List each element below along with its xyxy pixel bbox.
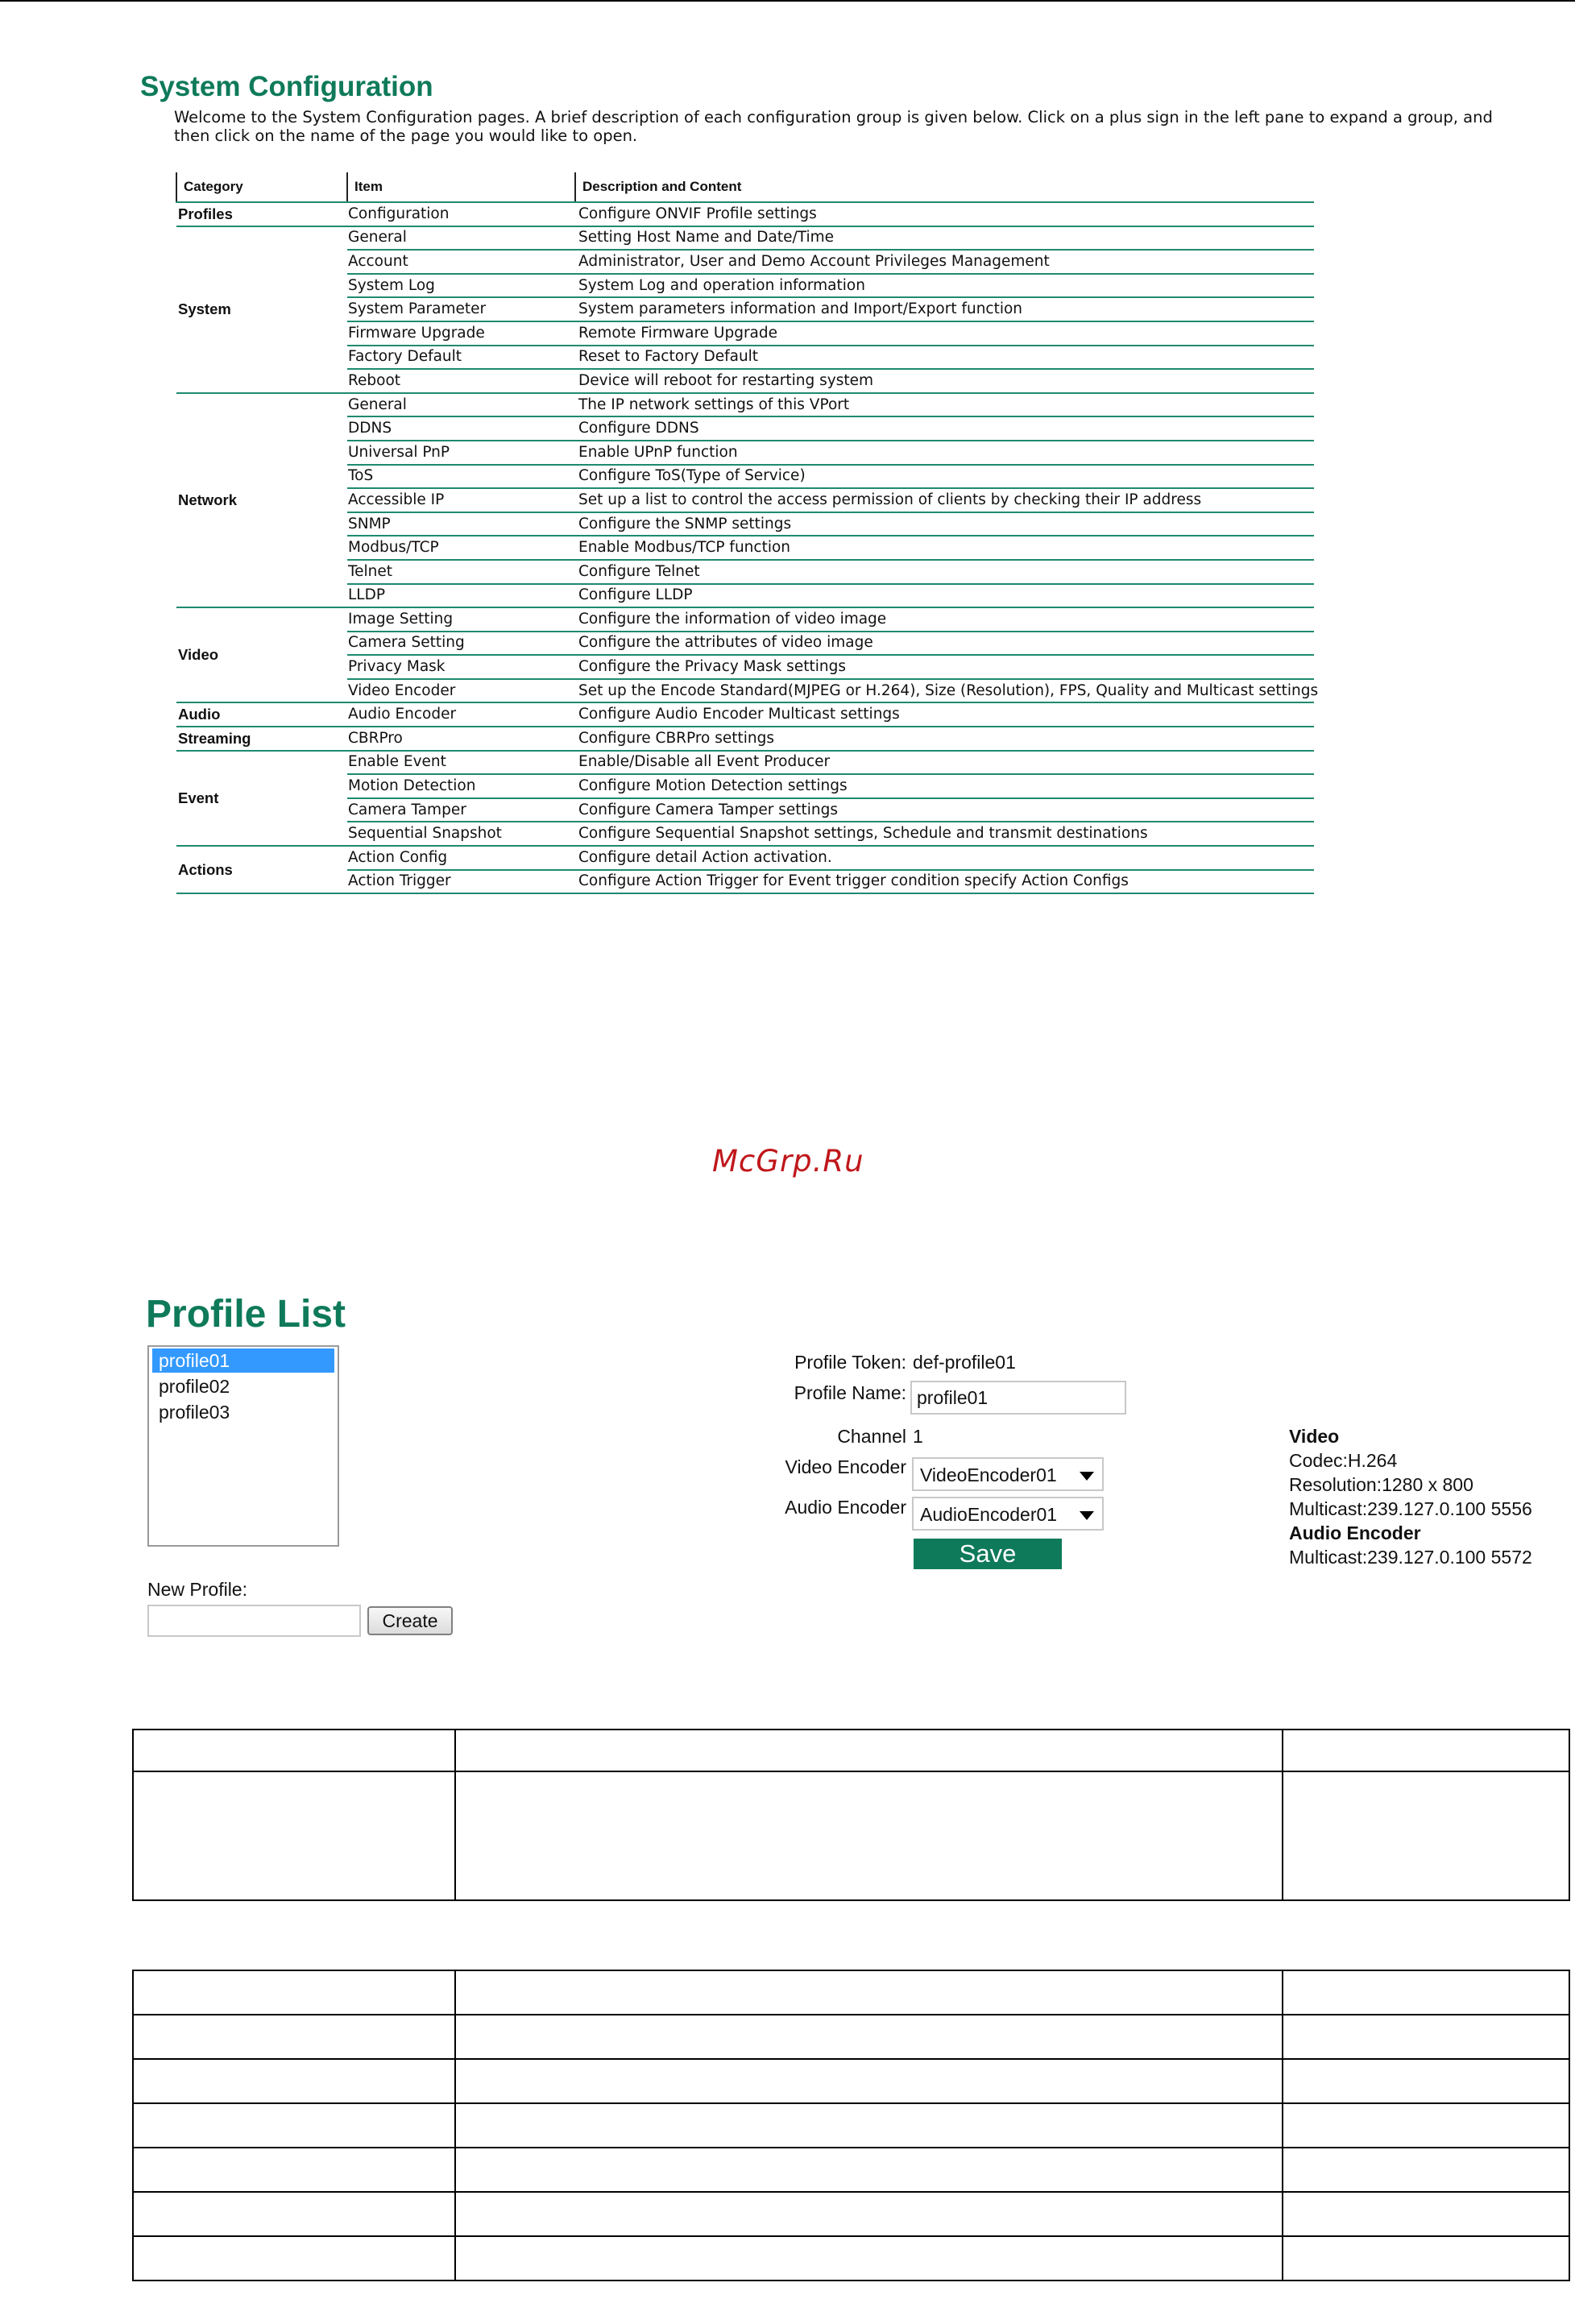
configuration-table-body: [176, 202, 1319, 893]
video-heading: Video: [1289, 1426, 1340, 1447]
table-cell: [133, 2236, 455, 2281]
video-codec: Codec:H.264: [1289, 1450, 1398, 1471]
new-profile-input[interactable]: [147, 1605, 361, 1637]
description-cell: Set up a list to control the access permission of clients by checking their IP address: [575, 488, 1314, 512]
table-cell: [133, 1771, 455, 1900]
system-configuration-intro: Welcome to the System Configuration pages. A brief description of each configuration group is given below. Click on a plus sign in the left pane to expand a group, and then click on the name of the page you would like to open.: [174, 108, 1493, 145]
description-cell: Configure the attributes of video image: [575, 632, 1314, 656]
description-cell: Remote Firmware Upgrade: [575, 321, 1314, 346]
audio-encoder-heading: Audio Encoder: [1289, 1522, 1421, 1543]
item-cell: Audio Encoder: [347, 702, 575, 727]
video-encoder-label: Video Encoder: [785, 1456, 906, 1477]
configuration-table: [176, 172, 1319, 894]
item-cell: Sequential Snapshot: [347, 822, 575, 846]
item-cell: Action Config: [347, 846, 575, 870]
table-cell: [455, 2015, 1283, 2059]
audio-encoder-label: Audio Encoder: [785, 1497, 906, 1518]
category-cell: Streaming: [176, 727, 347, 751]
description-cell: Administrator, User and Demo Account Privileges Management: [575, 250, 1314, 274]
description-cell: Configure LLDP: [575, 584, 1314, 608]
item-cell: Modbus/TCP: [347, 536, 575, 560]
channel-label: Channel: [837, 1426, 906, 1447]
save-button[interactable]: Save: [914, 1539, 1062, 1569]
description-cell: System parameters information and Import/Export function: [575, 297, 1314, 321]
description-cell: Configure DDNS: [575, 416, 1314, 441]
item-cell: Accessible IP: [347, 488, 575, 512]
description-cell: Setting Host Name and Date/Time: [575, 226, 1314, 251]
table-cell: [133, 1970, 455, 2015]
description-cell: Configure Camera Tamper settings: [575, 798, 1314, 822]
profile-token-value: def-profile01: [913, 1352, 1016, 1373]
description-cell: Configure Sequential Snapshot settings, Schedule and transmit destinations: [575, 822, 1314, 846]
table-cell: [133, 2192, 455, 2236]
description-cell: Configure Telnet: [575, 560, 1314, 584]
item-cell: Camera Tamper: [347, 798, 575, 822]
description-cell: Reset to Factory Default: [575, 346, 1314, 370]
table-row: [176, 250, 1314, 274]
table-row: [176, 607, 1314, 632]
dropdown-arrow-icon: [1080, 1472, 1094, 1481]
description-cell: Device will reboot for restarting system: [575, 369, 1314, 393]
header-category: Category: [176, 172, 347, 202]
table-row: [176, 655, 1314, 679]
description-cell: Configure Audio Encoder Multicast settings: [575, 702, 1314, 727]
table-row: [176, 798, 1314, 822]
table-cell: [1283, 1970, 1569, 2015]
description-cell: System Log and operation information: [575, 274, 1314, 298]
table-cell: [1283, 1730, 1569, 1771]
table-row: [176, 274, 1314, 298]
item-cell: LLDP: [347, 584, 575, 608]
table-row: [176, 393, 1314, 417]
table-cell: [133, 2059, 455, 2103]
table-cell: [1283, 2015, 1569, 2059]
top-border-line: [0, 0, 1575, 2]
table-cell: [133, 1730, 455, 1771]
category-cell: Profiles: [176, 202, 347, 226]
category-cell: Actions: [176, 846, 347, 893]
item-cell: CBRPro: [347, 727, 575, 751]
item-cell: General: [347, 226, 575, 251]
item-cell: Camera Setting: [347, 632, 575, 656]
profile-token-label: Profile Token:: [794, 1352, 906, 1373]
table-row: [176, 416, 1314, 441]
table-row: [176, 822, 1314, 846]
category-cell: Audio: [176, 702, 347, 727]
table-cell: [1283, 1771, 1569, 1900]
item-cell: Reboot: [347, 369, 575, 393]
item-cell: ToS: [347, 465, 575, 489]
table-row: [176, 369, 1314, 393]
profile-listbox[interactable]: [147, 1345, 339, 1547]
table-row: [176, 727, 1314, 751]
description-cell: Enable/Disable all Event Producer: [575, 751, 1314, 775]
table-cell: [133, 2103, 455, 2148]
empty-table-2: [132, 1970, 1570, 2281]
description-cell: Enable UPnP function: [575, 441, 1314, 465]
description-cell: Configure detail Action activation.: [575, 846, 1314, 870]
table-row: [176, 441, 1314, 465]
item-cell: System Log: [347, 274, 575, 298]
header-description: Description and Content: [575, 172, 1314, 202]
description-cell: Configure ToS(Type of Service): [575, 465, 1314, 489]
item-cell: System Parameter: [347, 297, 575, 321]
video-resolution: Resolution:1280 x 800: [1289, 1474, 1473, 1495]
dropdown-arrow-icon: [1080, 1511, 1094, 1520]
table-row: [176, 870, 1314, 894]
profile-option[interactable]: profile02: [159, 1376, 230, 1397]
item-cell: Privacy Mask: [347, 655, 575, 679]
table-cell: [455, 2103, 1283, 2148]
audio-multicast: Multicast:239.127.0.100 5572: [1289, 1547, 1532, 1568]
description-cell: Configure the Privacy Mask settings: [575, 655, 1314, 679]
table-row: [176, 584, 1314, 608]
audio-encoder-value: AudioEncoder01: [920, 1504, 1058, 1525]
item-cell: Account: [347, 250, 575, 274]
item-cell: Action Trigger: [347, 870, 575, 894]
table-cell: [1283, 2236, 1569, 2281]
item-cell: Video Encoder: [347, 679, 575, 703]
description-cell: Set up the Encode Standard(MJPEG or H.264), Size (Resolution), FPS, Quality and Multicast settings: [575, 679, 1314, 703]
create-button[interactable]: Create: [367, 1606, 453, 1635]
item-cell: SNMP: [347, 512, 575, 536]
item-cell: Universal PnP: [347, 441, 575, 465]
table-row: [176, 202, 1314, 226]
table-cell: [455, 1730, 1283, 1771]
profile-name-label: Profile Name:: [794, 1382, 906, 1403]
item-cell: Telnet: [347, 560, 575, 584]
table-cell: [1283, 2148, 1569, 2192]
video-encoder-select[interactable]: [912, 1457, 1104, 1491]
header-item: Item: [347, 172, 575, 202]
table-row: [176, 560, 1314, 584]
item-cell: Factory Default: [347, 346, 575, 370]
table-cell: [455, 1970, 1283, 2015]
table-cell: [455, 2059, 1283, 2103]
table-row: [176, 702, 1314, 727]
profile-option[interactable]: profile01: [152, 1348, 334, 1373]
audio-encoder-select[interactable]: [912, 1497, 1104, 1531]
profile-list-title: Profile List: [146, 1293, 346, 1336]
table-cell: [133, 2015, 455, 2059]
description-cell: The IP network settings of this VPort: [575, 393, 1314, 417]
item-cell: Enable Event: [347, 751, 575, 775]
table-row: [176, 751, 1314, 775]
table-cell: [133, 2148, 455, 2192]
description-cell: Configure Motion Detection settings: [575, 774, 1314, 798]
description-cell: Configure Action Trigger for Event trigger condition specify Action Configs: [575, 870, 1314, 894]
table-row: [176, 512, 1314, 536]
item-cell: Motion Detection: [347, 774, 575, 798]
table-row: [176, 846, 1314, 870]
empty-table-1: [132, 1729, 1570, 1901]
category-cell: Network: [176, 393, 347, 607]
category-cell: Video: [176, 607, 347, 702]
item-cell: DDNS: [347, 416, 575, 441]
watermark-text: McGrp.Ru: [712, 1144, 864, 1179]
category-cell: System: [176, 226, 347, 393]
channel-value: 1: [913, 1426, 923, 1447]
description-cell: Configure ONVIF Profile settings: [575, 202, 1314, 226]
description-cell: Configure CBRPro settings: [575, 727, 1314, 751]
table-row: [176, 346, 1314, 370]
system-configuration-title: System Configuration: [140, 71, 433, 102]
table-row: [176, 679, 1314, 703]
profile-info-panel: [1289, 1424, 1532, 1569]
item-cell: Configuration: [347, 202, 575, 226]
table-cell: [455, 2148, 1283, 2192]
table-cell: [1283, 2103, 1569, 2148]
table-row: [176, 226, 1314, 251]
category-cell: Event: [176, 751, 347, 846]
table-row: [176, 297, 1314, 321]
item-cell: Firmware Upgrade: [347, 321, 575, 346]
video-multicast: Multicast:239.127.0.100 5556: [1289, 1498, 1532, 1519]
profile-name-input[interactable]: profile01: [910, 1381, 1126, 1415]
table-row: [176, 321, 1314, 346]
table-cell: [1283, 2059, 1569, 2103]
description-cell: Configure the SNMP settings: [575, 512, 1314, 536]
table-cell: [1283, 2192, 1569, 2236]
item-cell: Image Setting: [347, 607, 575, 632]
table-row: [176, 632, 1314, 656]
description-cell: Configure the information of video image: [575, 607, 1314, 632]
table-row: [176, 488, 1314, 512]
video-encoder-value: VideoEncoder01: [920, 1464, 1057, 1485]
table-row: [176, 465, 1314, 489]
description-cell: Enable Modbus/TCP function: [575, 536, 1314, 560]
table-row: [176, 774, 1314, 798]
item-cell: General: [347, 393, 575, 417]
table-cell: [455, 2192, 1283, 2236]
table-cell: [455, 2236, 1283, 2281]
table-cell: [455, 1771, 1283, 1900]
new-profile-label: New Profile:: [147, 1579, 247, 1600]
profile-option[interactable]: profile03: [159, 1402, 230, 1423]
table-row: [176, 536, 1314, 560]
